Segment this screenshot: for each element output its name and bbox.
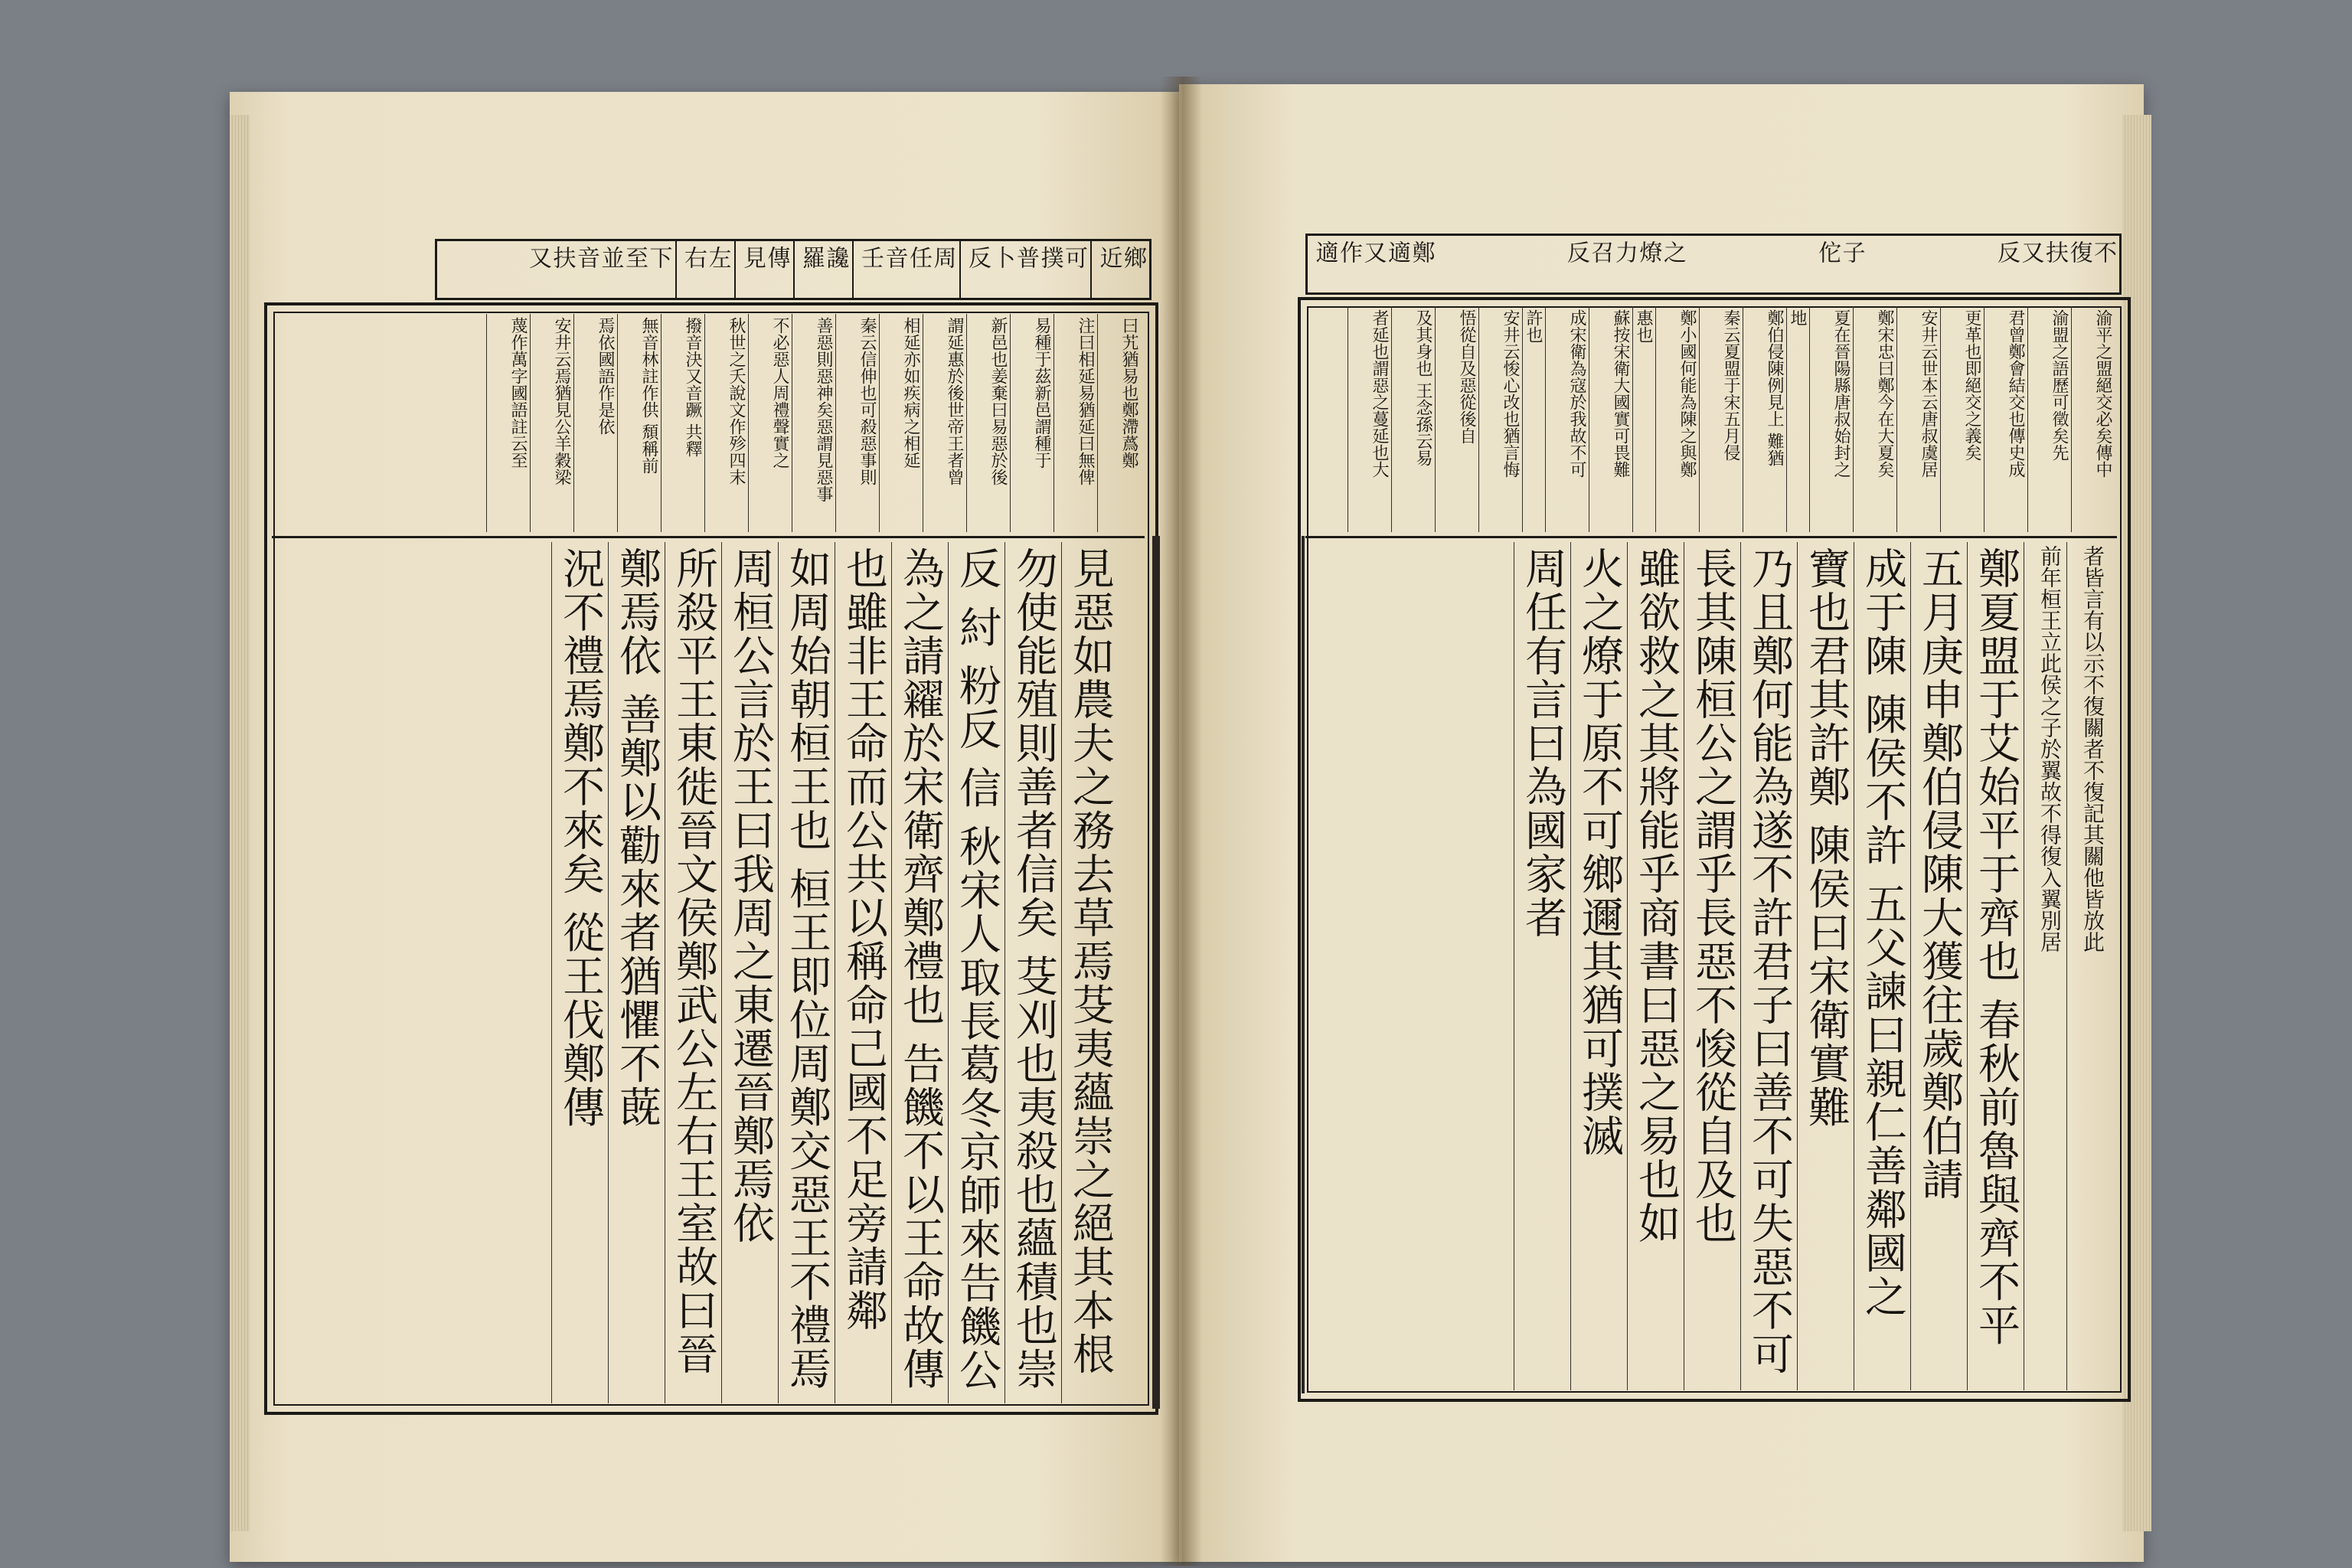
main-text-column: 乃且鄭何能為遂不許君子曰善不可失惡不可 [1740, 542, 1797, 1390]
commentary-column: 無音林註作供 頹稱前 [617, 314, 661, 532]
commentary-column: 秦云信伸也可殺惡事則 [835, 314, 879, 532]
commentary-column: 蔑作萬字國語註云至 [486, 314, 530, 532]
header-cell: 鄉近 [1090, 241, 1149, 298]
right-section-divider [1305, 536, 2117, 538]
header-cell: 左右 [675, 241, 734, 298]
main-text-column: 見惡如農夫之務去草焉芟夷蘊崇之絕其本根 [1061, 542, 1118, 1403]
header-cell: 不復 扶又反 [1992, 240, 2116, 265]
commentary-column: 秋世之夭說文作殄四末 [704, 314, 748, 532]
main-text-column: 鄭焉依 善鄭以勸來者猶懼不蔇 [608, 542, 665, 1403]
commentary-column: 地 [1786, 306, 1809, 532]
commentary-column: 君曾鄭會結交也傳史成 [1984, 306, 2027, 532]
commentary-column: 謂延惠於後世帝王者曾 [923, 314, 966, 532]
commentary-column: 秦云夏盟于宋五月侵 [1699, 306, 1743, 532]
commentary-column: 安井云悛心改也猶言悔 [1478, 306, 1522, 532]
commentary-column: 易種于茲新邑謂種于 [1010, 314, 1054, 532]
left-main-text-columns [505, 542, 1118, 1403]
left-header-box [435, 239, 1152, 300]
commentary-column: 悟從自及惡從後自 [1435, 306, 1478, 532]
commentary-column: 焉依國語作是依 [573, 314, 617, 532]
commentary-column: 安井云焉猶見公羊穀梁 [530, 314, 573, 532]
commentary-column: 蘇按宋衛大國實可畏難 [1589, 306, 1632, 532]
header-cell: 鄭適 又作適 [1311, 240, 1435, 265]
book-gutter [1160, 77, 1202, 1566]
main-text-column: 況不禮焉鄭不來矣 從王伐鄭傳 [551, 542, 608, 1403]
left-page-edges [230, 115, 250, 1531]
commentary-column: 不必惡人周禮聲實之 [748, 314, 792, 532]
main-text-column: 如周始朝桓王也 桓王即位周鄭交惡王不禮焉 [778, 542, 835, 1403]
commentary-column: 渝平之盟絕交必矣傳中 [2071, 306, 2115, 532]
commentary-column: 鄭伯侵陳例見上 難猶 [1743, 306, 1786, 532]
header-cell: 讒羅 [793, 241, 852, 298]
main-text-column: 也雖非王命而公共以稱命己國不足旁請鄰 [835, 542, 891, 1403]
main-text-column: 所殺平王東徙晉文侯鄭武公左右王室故曰晉 [665, 542, 721, 1403]
main-text-column: 五月庚申鄭伯侵陳大獲往歲鄭伯請 [1910, 542, 1967, 1390]
main-text-column: 勿使能殖則善者信矣 芟刈也夷殺也蘊積也崇 [1004, 542, 1061, 1403]
commentary-column: 善惡則惡神矣惡謂見惡事 [792, 314, 835, 532]
commentary-column: 注曰相延易猶延曰無俾 [1054, 314, 1097, 532]
header-cell: 下至並 音扶又 [524, 246, 672, 270]
main-text-column: 成于陳 陳侯不許 五父諫曰親仁善鄰國之 [1854, 542, 1910, 1390]
fold-mark [1152, 536, 1160, 1409]
main-text-column: 長其陳桓公之謂乎長惡不悛從自及也 [1684, 542, 1740, 1390]
header-cell: 子佗 [1814, 240, 1865, 265]
left-commentary-columns [383, 314, 1141, 532]
main-text-column: 雖欲救之其將能乎商書曰惡之易也如 [1627, 542, 1684, 1390]
main-text-column: 為之請糴於宋衛齊鄭禮也 告饑不以王命故傳 [891, 542, 948, 1403]
commentary-column: 新邑也姜棄曰易惡於後 [966, 314, 1010, 532]
commentary-column: 渝盟之語歷可徵矣先 [2027, 306, 2071, 532]
main-text-column: 周桓公言於王曰我周之東遷晉鄭焉依 [721, 542, 778, 1403]
left-section-divider [272, 536, 1145, 538]
commentary-column: 相延亦如疾病之相延 [879, 314, 923, 532]
commentary-column: 惠也 [1632, 306, 1655, 532]
commentary-column: 者延也謂惡之蔓延也大 [1348, 306, 1391, 532]
commentary-column: 曰艽猶易也鄭滯蔿鄭 [1097, 314, 1141, 532]
commentary-column: 安井云世本云唐叔虞居 [1896, 306, 1940, 532]
right-main-text-columns [1313, 542, 2109, 1390]
main-text-column: 反 紂 粉反 信 秋宋人取長葛冬京師來告饑公 [948, 542, 1004, 1403]
main-text-column: 前年桓王立此侯之子於翼故不得復入翼別居 [2024, 542, 2066, 1390]
commentary-column: 許也 [1522, 306, 1545, 532]
right-commentary-columns [1311, 306, 2115, 532]
header-cell: 可撲 普卜反 [959, 241, 1091, 298]
commentary-column: 撥音決又音蹶 共釋 [661, 314, 704, 532]
main-text-column: 周任有言曰為國家者 [1514, 542, 1570, 1390]
right-header-box [1305, 234, 2122, 295]
main-text-column: 者皆言有以示不復關者不復記其關他皆放此 [2066, 542, 2109, 1390]
main-text-column: 鄭夏盟于艾始平于齊也 春秋前魯與齊不平 [1967, 542, 2024, 1390]
commentary-column: 及其身也 王念孫云易 [1391, 306, 1435, 532]
fold-mark [1302, 536, 1305, 1393]
header-cell: 傳見 [734, 241, 793, 298]
commentary-column: 成宋衛為寇於我故不可 [1545, 306, 1589, 532]
main-text-column: 寶也君其許鄭 陳侯曰宋衛實難 [1797, 542, 1854, 1390]
commentary-column: 鄭小國何能為陳之與鄭 [1655, 306, 1699, 532]
commentary-column: 鄭宋忠曰鄭今在大夏矣 [1853, 306, 1896, 532]
header-cell: 周任 音壬 [852, 241, 959, 298]
main-text-column: 火之燎于原不可鄉邇其猶可撲滅 [1570, 542, 1627, 1390]
commentary-column: 更革也即絕交之義矣 [1940, 306, 1984, 532]
commentary-column: 夏在晉陽縣唐叔始封之 [1809, 306, 1853, 532]
header-cell: 之燎 力召反 [1562, 240, 1686, 265]
